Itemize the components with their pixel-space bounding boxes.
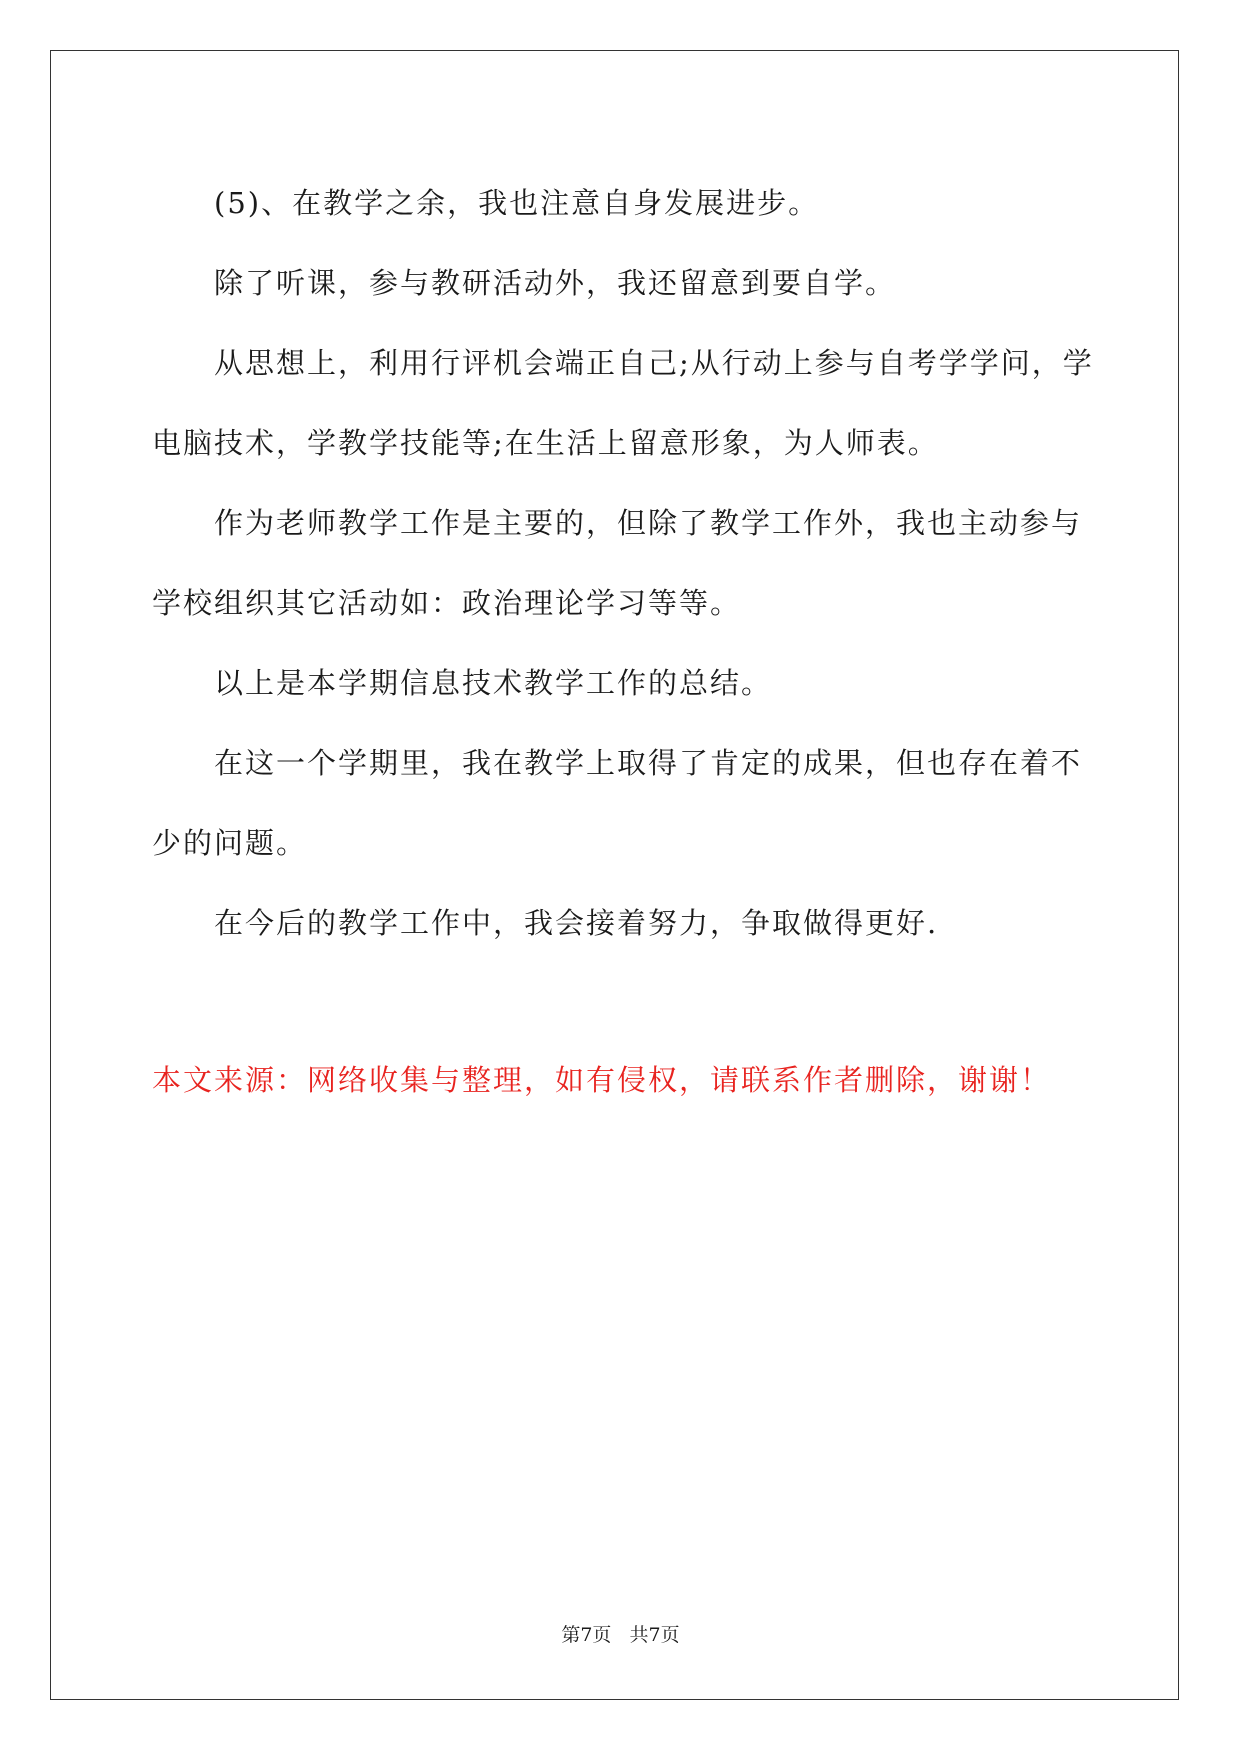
paragraph-self-development	[152, 163, 1092, 243]
paragraph-summary	[152, 643, 1092, 723]
paragraph-line: 少的问题。	[152, 826, 308, 860]
paragraph-line: 从思想上，利用行评机会端正自己;从行动上参与自考学学问，学	[214, 346, 1094, 380]
paragraph-line: (5)、在教学之余，我也注意自身发展进步。	[214, 186, 820, 220]
page-number-footer: 第7页 共7页	[561, 1624, 680, 1646]
paragraph-line: 作为老师教学工作是主要的，但除了教学工作外，我也主动参与	[214, 506, 1083, 540]
paragraph-results-and-problems	[152, 723, 1092, 883]
paragraph-school-activities	[152, 483, 1092, 643]
document-body	[152, 163, 1092, 963]
source-note: 本文来源：网络收集与整理，如有侵权，请联系作者删除，谢谢！	[152, 1063, 1052, 1097]
paragraph-future-effort	[152, 883, 1092, 963]
paragraph-line: 除了听课，参与教研活动外，我还留意到要自学。	[214, 266, 897, 300]
paragraph-self-study	[152, 243, 1092, 323]
paragraph-thought-and-action	[152, 323, 1092, 483]
paragraph-line: 在这一个学期里，我在教学上取得了肯定的成果，但也存在着不	[214, 746, 1083, 780]
paragraph-line: 以上是本学期信息技术教学工作的总结。	[214, 666, 773, 700]
paragraph-line: 在今后的教学工作中，我会接着努力，争取做得更好.	[214, 906, 939, 940]
paragraph-line: 电脑技术，学教学技能等;在生活上留意形象，为人师表。	[152, 426, 939, 460]
paragraph-line: 学校组织其它活动如：政治理论学习等等。	[152, 586, 742, 620]
